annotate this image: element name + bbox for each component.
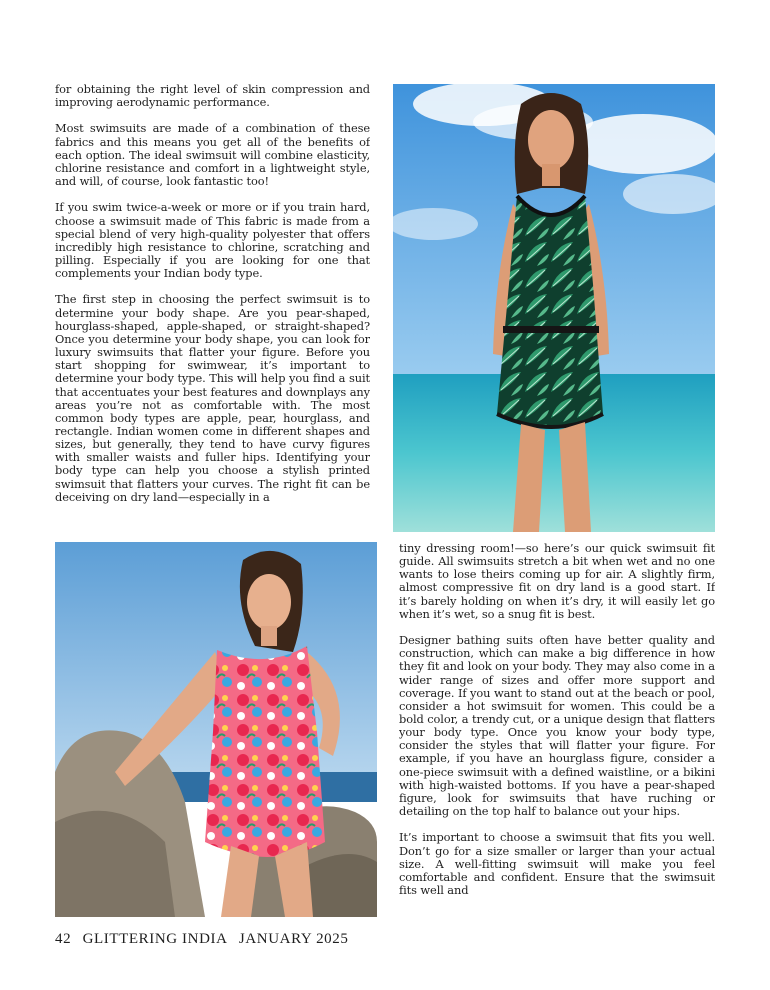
issue-date: JANUARY 2025 — [238, 931, 349, 947]
paragraph: for obtaining the right level of skin compression and improving aerodynamic performance. — [55, 83, 370, 110]
paragraph: Designer bathing suits often have better quality and construction, which can make a big difference in how they fit and look on your body. They may also come in a wider range of sizes and offer more support and coverage. If you want to stand out at the beach or pool, consider a hot swimsuit for women. This could be a bold color, a trendy cut, or a unique design that flatters your body type. Once you know your body type, consider the styles that will flatter your figure. For example, if you have an hourglass figure, consider a one-piece swimsuit with a defined waistline, or a bikini with high-waisted bottoms. If you have a pear-shaped figure, look for swimsuits that have ruching or detailing on the top half to balance out your hips. — [399, 633, 715, 819]
photo-green-swimsuit — [393, 84, 715, 532]
article-column-left — [55, 83, 370, 529]
paragraph: It’s important to choose a swimsuit that fits you well. Don’t go for a size smaller or larger than your actual size. A well-fitting swimsuit will make you feel comfortable and confident. Ensure that the swimsuit fits well and — [399, 830, 715, 898]
page-number: 42 — [55, 931, 72, 947]
page-footer — [55, 931, 355, 948]
rocks-photo-illustration — [55, 542, 377, 917]
paragraph: Most swimsuits are made of a combination of these fabrics and this means you get all of the benefits of each option. The ideal swimsuit will combine elasticity, chlorine resistance and comfort in a lightweight style, and will, of course, look fantastic too! — [55, 121, 370, 189]
paragraph: tiny dressing room!—so here’s our quick swimsuit fit guide. All swimsuits stretch a bit when wet and no one wants to lose theirs coming up for air. A slightly firm, almost compressive fit on dry land is a good start. If it’s barely holding on when it’s dry, it will easily let go when it’s wet, so a snug fit is best. — [399, 542, 715, 621]
photo-floral-swimsuit — [55, 542, 377, 917]
paragraph: The first step in choosing the perfect swimsuit is to determine your body shape. Are you pear-shaped, hourglass-shaped, apple-shaped, or straight-shaped? Once you determine your body shape, you can look for luxury swimsuits that flatter your figure. Before you start shopping for swimwear, it’s important to determine your body type. This will help you find a suit that accentuates your best features and downplays any areas you’re not as comfortable with. The most common body types are apple, pear, hourglass, and rectangle. Indian women come in different shapes and sizes, but generally, they tend to have curvy figures with smaller waists and fuller hips. Identifying your body type can help you choose a stylish printed swimsuit that flatters your curves. The right fit can be deceiving on dry land—especially in a — [55, 292, 370, 504]
paragraph: If you swim twice-a-week or more or if you train hard, choose a swimsuit made of This fabric is made from a special blend of very high-quality polyester that offers incredibly high resistance to chlorine, scratching and pilling. Especially if you are looking for one that complements your Indian body type. — [55, 200, 370, 281]
beach-photo-illustration — [393, 84, 715, 532]
article-column-right — [399, 542, 715, 910]
magazine-name: GLITTERING INDIA — [82, 931, 228, 947]
